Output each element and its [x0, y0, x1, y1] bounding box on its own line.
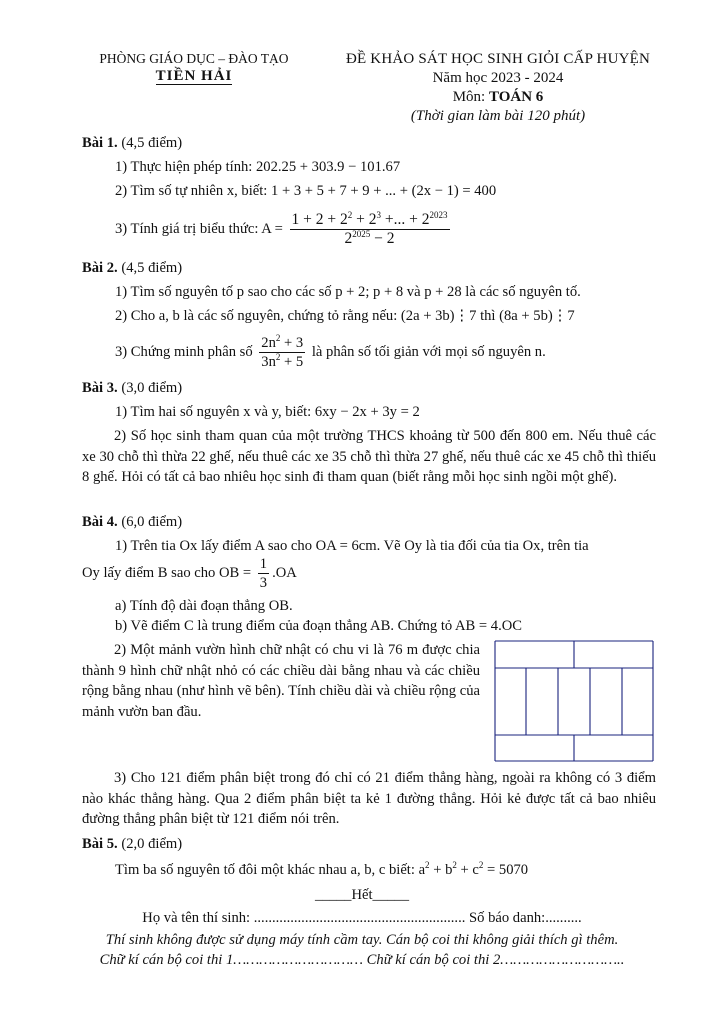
subject-name: TOÁN 6 — [488, 89, 544, 105]
b4-q2: 2) Một mảnh vườn hình chữ nhật có chu vi là 76 m được chia thành 9 hình chữ nhật nhỏ có các chiều dài bằng nhau và các chiều rộng bằng nhau (như hình vẽ bên). Tính chiều dài và chiều rộng của mảnh vườn ban đầu. — [82, 642, 480, 720]
b1-q3-fraction: $\frac{1 + 2 + 2^2 + 2^3 +... + 2^{2023}}{2^{2025} - 2}$ — [291, 210, 448, 248]
end-marker: _____Hết_____ — [314, 887, 410, 903]
garden-figure — [494, 640, 654, 762]
b1-q1: 1) Thực hiện phép tính: 202.25 + 303.9 − 101.67 — [115, 159, 401, 175]
supervisor-signatures: Chữ kí cán bộ coi thi 1………………………… Chữ kí cán bộ coi thi 2……………………….. — [99, 952, 625, 968]
b4-q1-line1: 1) Trên tia Ox lấy điểm A sao cho OA = 6cm. Vẽ Oy là tia đối của tia Ox, trên tia — [115, 538, 589, 554]
exam-note: Thí sinh không được sử dụng máy tính cầm tay. Cán bộ coi thi không giải thích gì thêm. — [105, 932, 619, 948]
header-exam-info — [318, 50, 678, 126]
b5-heading: Bài 5. (2,0 điểm) — [82, 836, 183, 852]
school-year: Năm học 2023 - 2024 — [432, 70, 564, 86]
header-department — [88, 50, 300, 85]
b4-q1-fraction: $\frac{1}{3}$ — [259, 556, 268, 592]
b3-q2: 2) Số học sinh tham quan của một trường THCS khoảng từ 500 đến 800 em. Nếu thuê các xe 30 chỗ thì thừa 22 ghế, nếu thuê các xe 35 chỗ thì thừa 27 ghế, nếu thuê các xe 45 chỗ thì thiếu 8 ghế. Hỏi có tất cả bao nhiêu học sinh đi tham quan (biết rằng mỗi học sinh ngồi một ghế). — [82, 428, 656, 485]
b4-q3: 3) Cho 121 điểm phân biệt trong đó chỉ có 21 điểm thẳng hàng, ngoài ra không có 3 điểm nào khác thẳng hàng. Qua 2 điểm phân biệt ta kẻ 1 đường thẳng. Hỏi kẻ được tất cả bao nhiêu đường thẳng phân biệt từ 121 điểm nói trên. — [82, 770, 656, 827]
b1-q2: 2) Tìm số tự nhiên x, biết: 1 + 3 + 5 + 7 + 9 + ... + (2x − 1) = 400 — [115, 183, 497, 199]
candidate-info: Họ và tên thí sinh: .......................................................... Số báo danh:.......... — [142, 910, 582, 926]
b1-heading: Bài 1. (4,5 điểm) — [82, 135, 183, 151]
b1-q3: 3) Tính giá trị biểu thức: A = $\frac{1 + 2 + 2^2 + 2^3 +... + 2^{2023}}{2^{2025} - 2}$ — [115, 210, 448, 248]
b3-q1: 1) Tìm hai số nguyên x và y, biết: 6xy − 2x + 3y = 2 — [115, 404, 420, 420]
b2-q3-fraction: $\frac{2n^2 + 3}{3n^2 + 5}$ — [261, 333, 304, 371]
b2-q3: 3) Chứng minh phân số $\frac{2n^2 + 3}{3n^2 + 5}$ là phân số tối giản với mọi số nguyên n. — [115, 333, 546, 371]
b2-heading: Bài 2. (4,5 điểm) — [82, 260, 183, 276]
b4-qa: a) Tính độ dài đoạn thẳng OB. — [115, 598, 293, 614]
b3-heading: Bài 3. (3,0 điểm) — [82, 380, 183, 396]
b2-q2: 2) Cho a, b là các số nguyên, chứng tỏ rằng nếu: (2a + 3b)⋮7 thì (8a + 5b)⋮7 — [115, 308, 575, 324]
department-name: PHÒNG GIÁO DỤC – ĐÀO TẠO — [99, 51, 289, 66]
unit-name: TIỀN HẢI — [155, 68, 233, 84]
b5-q1: Tìm ba số nguyên tố đôi một khác nhau a, b, c biết: $a^2 + b^2 + c^2 = 5070$ — [115, 860, 529, 878]
exam-title: ĐỀ KHẢO SÁT HỌC SINH GIỎI CẤP HUYỆN — [345, 51, 651, 67]
subject-line: Môn: TOÁN 6 — [452, 89, 544, 105]
b4-q1-line2: Oy lấy điểm B sao cho OB = $\frac{1}{3}$ .OA — [82, 556, 297, 592]
b2-q1: 1) Tìm số nguyên tố p sao cho các số p + 2; p + 8 và p + 28 là các số nguyên tố. — [115, 284, 581, 300]
b4-heading: Bài 4. (6,0 điểm) — [82, 514, 183, 530]
time-limit: (Thời gian làm bài 120 phút) — [410, 108, 586, 124]
b4-qb: b) Vẽ điểm C là trung điểm của đoạn thẳng AB. Chứng tỏ AB = 4.OC — [115, 618, 523, 634]
